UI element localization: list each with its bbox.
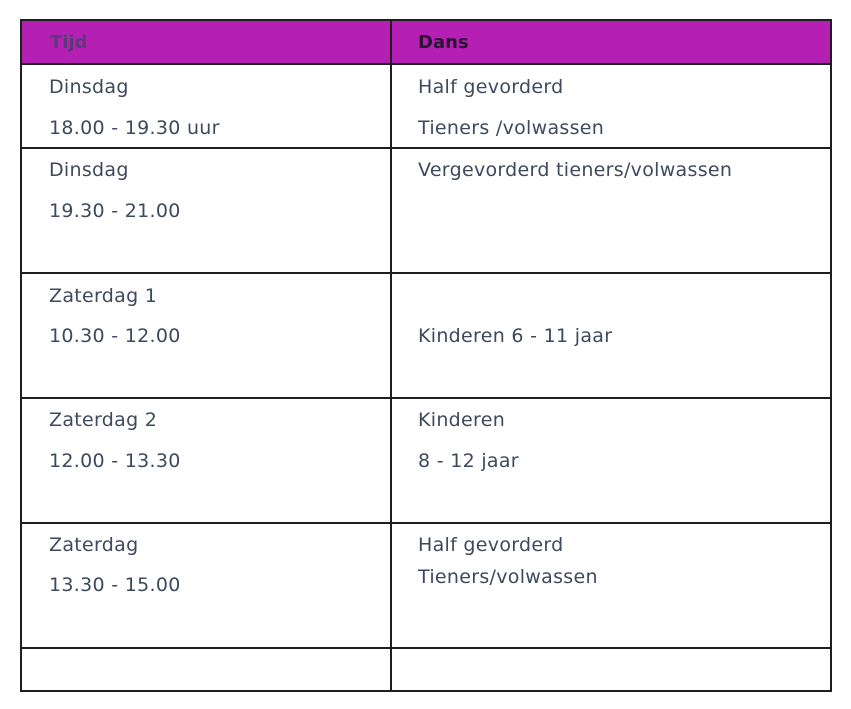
time-cell [21, 398, 391, 523]
day-label: Zaterdag 2 [49, 409, 158, 431]
table-row [21, 64, 831, 148]
table-row [21, 148, 831, 273]
dance-cell [391, 148, 831, 273]
dance-label: Kinderen 6 - 11 jaar [418, 325, 613, 347]
dance-cell [391, 523, 831, 648]
dance-label: Tieners /volwassen [418, 117, 605, 139]
dance-cell [391, 64, 831, 148]
dance-label: Kinderen [418, 409, 506, 431]
time-cell [21, 64, 391, 148]
table-row [21, 273, 831, 398]
dance-label: Half gevorderd [418, 76, 564, 98]
header-tijd: Tijd [21, 20, 391, 64]
header-dans: Dans [391, 20, 831, 64]
dance-cell [391, 398, 831, 523]
table-row [21, 398, 831, 523]
day-label: Dinsdag [49, 76, 129, 98]
time-cell [21, 273, 391, 398]
table-row [21, 523, 831, 648]
time-range: 19.30 - 21.00 [49, 200, 181, 222]
dance-label: 8 - 12 jaar [418, 450, 519, 472]
time-cell [21, 148, 391, 273]
table-row-empty [21, 648, 831, 691]
day-label: Dinsdag [49, 159, 129, 181]
dance-cell [391, 648, 831, 691]
time-range: 12.00 - 13.30 [49, 450, 181, 472]
day-label: Zaterdag [49, 534, 139, 556]
dance-label: Tieners/volwassen [418, 566, 598, 588]
time-cell [21, 648, 391, 691]
dance-cell [391, 273, 831, 398]
dance-label: Vergevorderd tieners/volwassen [418, 159, 733, 181]
time-range: 13.30 - 15.00 [49, 574, 181, 596]
schedule-table [20, 19, 832, 692]
time-range: 10.30 - 12.00 [49, 325, 181, 347]
day-label: Zaterdag 1 [49, 285, 158, 307]
table-header-row [21, 20, 831, 64]
time-cell [21, 523, 391, 648]
time-range: 18.00 - 19.30 uur [49, 117, 220, 139]
dance-label: Half gevorderd [418, 534, 564, 556]
